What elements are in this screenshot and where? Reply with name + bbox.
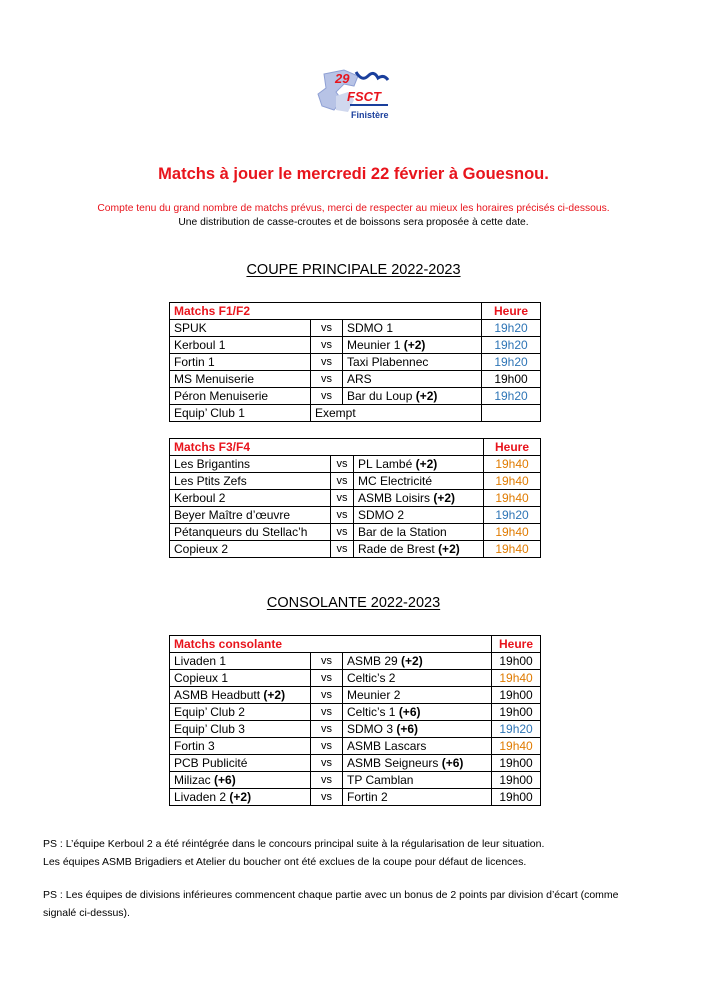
bonus-badge: (+6) bbox=[441, 756, 464, 770]
team-name: Copieux 1 bbox=[174, 671, 229, 685]
team-name: MS Menuiserie bbox=[174, 372, 255, 386]
team-away-cell bbox=[343, 755, 492, 772]
team-home-cell bbox=[170, 320, 311, 337]
table-row bbox=[170, 507, 541, 524]
team-name: Equip’ Club 1 bbox=[174, 406, 245, 420]
ps-note-1-line2: Les équipes ASMB Brigadiers et Atelier du boucher ont été exclues de la coupe pour défaut de licences. bbox=[43, 856, 527, 868]
match-time: 19h20 bbox=[482, 388, 541, 405]
team-name: ARS bbox=[347, 372, 372, 386]
vs-label: vs bbox=[311, 337, 343, 354]
team-name: Equip’ Club 3 bbox=[174, 722, 245, 736]
table-header-row bbox=[170, 439, 541, 456]
ps-note-1 bbox=[43, 835, 544, 871]
team-away-cell bbox=[354, 524, 484, 541]
team-home-cell bbox=[170, 670, 311, 687]
team-name: SDMO 1 bbox=[347, 321, 394, 335]
team-name: Kerboul 1 bbox=[174, 338, 226, 352]
team-away-cell bbox=[343, 670, 492, 687]
table-f1-f2 bbox=[169, 302, 541, 422]
team-home-cell bbox=[170, 721, 311, 738]
team-name: Fortin 1 bbox=[174, 355, 215, 369]
team-away-cell bbox=[343, 371, 482, 388]
table-row bbox=[170, 405, 541, 422]
table-row bbox=[170, 524, 541, 541]
team-away-cell bbox=[343, 320, 482, 337]
team-home-cell bbox=[170, 507, 331, 524]
team-home-cell bbox=[170, 371, 311, 388]
team-name: Beyer Maître d’œuvre bbox=[174, 508, 291, 522]
team-home-cell bbox=[170, 772, 311, 789]
match-time: 19h00 bbox=[492, 789, 541, 806]
vs-label: vs bbox=[311, 320, 343, 337]
table-row bbox=[170, 371, 541, 388]
match-time: 19h40 bbox=[484, 524, 541, 541]
team-name: Fortin 2 bbox=[347, 790, 388, 804]
table-row bbox=[170, 541, 541, 558]
vs-label: vs bbox=[311, 772, 343, 789]
svg-text:Finistère: Finistère bbox=[351, 110, 389, 120]
match-time: 19h40 bbox=[484, 490, 541, 507]
bonus-badge: (+2) bbox=[263, 688, 286, 702]
table-header-label: Matchs consolante bbox=[170, 636, 492, 653]
table-row bbox=[170, 653, 541, 670]
bonus-badge: (+2) bbox=[403, 338, 426, 352]
team-home-cell bbox=[170, 388, 311, 405]
ps-note-2 bbox=[43, 886, 619, 922]
table-row bbox=[170, 721, 541, 738]
table-row bbox=[170, 490, 541, 507]
table-header-row bbox=[170, 303, 541, 320]
team-name: Les Ptits Zefs bbox=[174, 474, 247, 488]
team-away-cell bbox=[343, 704, 492, 721]
match-time: 19h00 bbox=[492, 653, 541, 670]
team-away-cell bbox=[343, 687, 492, 704]
table-header-label: Matchs F3/F4 bbox=[170, 439, 484, 456]
team-name: MC Electricité bbox=[358, 474, 433, 488]
table-row bbox=[170, 738, 541, 755]
team-away-cell bbox=[343, 789, 492, 806]
team-name: Péron Menuiserie bbox=[174, 389, 269, 403]
vs-label: vs bbox=[311, 371, 343, 388]
team-away-cell bbox=[343, 772, 492, 789]
team-away-cell bbox=[354, 541, 484, 558]
team-name: TP Camblan bbox=[347, 773, 414, 787]
team-name: PCB Publicité bbox=[174, 756, 248, 770]
team-home-cell bbox=[170, 354, 311, 371]
team-name: SDMO 3 bbox=[347, 722, 394, 736]
team-name: Meunier 1 bbox=[347, 338, 401, 352]
section-title-principale: COUPE PRINCIPALE 2022-2023 bbox=[246, 262, 461, 278]
time-header: Heure bbox=[492, 636, 541, 653]
team-name: Les Brigantins bbox=[174, 457, 251, 471]
team-home-cell bbox=[170, 524, 331, 541]
team-name: Bar du Loup bbox=[347, 389, 413, 403]
match-time: 19h00 bbox=[492, 704, 541, 721]
match-time: 19h20 bbox=[482, 337, 541, 354]
bonus-badge: (+2) bbox=[415, 389, 438, 403]
match-time: 19h40 bbox=[484, 456, 541, 473]
team-name: ASMB Loisirs bbox=[358, 491, 431, 505]
exempt-cell: Exempt bbox=[311, 405, 482, 422]
table-row bbox=[170, 456, 541, 473]
bonus-badge: (+6) bbox=[396, 722, 419, 736]
team-name: PL Lambé bbox=[358, 457, 413, 471]
table-consolante bbox=[169, 635, 541, 806]
team-home-cell bbox=[170, 653, 311, 670]
team-away-cell bbox=[343, 721, 492, 738]
vs-label: vs bbox=[311, 755, 343, 772]
intro-warning: Compte tenu du grand nombre de matchs prévus, merci de respecter au mieux les horaires précisés ci-dessous. bbox=[97, 203, 610, 214]
ps-note-2-line1: PS : Les équipes de divisions inférieures commencent chaque partie avec un bonus de 2 points par division d’écart (comme bbox=[43, 889, 619, 901]
vs-label: vs bbox=[311, 388, 343, 405]
intro-info: Une distribution de casse-croutes et de boissons sera proposée à cette date. bbox=[178, 217, 529, 228]
team-name: Celtic’s 1 bbox=[347, 705, 396, 719]
table-row bbox=[170, 320, 541, 337]
bonus-badge: (+2) bbox=[433, 491, 456, 505]
team-home-cell bbox=[170, 704, 311, 721]
vs-label: vs bbox=[311, 738, 343, 755]
time-header: Heure bbox=[482, 303, 541, 320]
bonus-badge: (+2) bbox=[229, 790, 252, 804]
team-name: Livaden 2 bbox=[174, 790, 227, 804]
team-name: Taxi Plabennec bbox=[347, 355, 429, 369]
match-time: 19h00 bbox=[492, 772, 541, 789]
page-title: Matchs à jouer le mercredi 22 février à Gouesnou. bbox=[158, 165, 549, 183]
match-time: 19h20 bbox=[492, 721, 541, 738]
team-name: SDMO 2 bbox=[358, 508, 405, 522]
team-name: ASMB Lascars bbox=[347, 739, 427, 753]
team-home-cell bbox=[170, 789, 311, 806]
team-name: ASMB Seigneurs bbox=[347, 756, 439, 770]
match-time: 19h00 bbox=[492, 755, 541, 772]
vs-label: vs bbox=[331, 490, 354, 507]
bonus-badge: (+2) bbox=[438, 542, 460, 556]
table-f3-f4 bbox=[169, 438, 541, 558]
team-name: ASMB 29 bbox=[347, 654, 398, 668]
table-row bbox=[170, 687, 541, 704]
team-name: Rade de Brest bbox=[358, 542, 435, 556]
team-home-cell bbox=[170, 405, 311, 422]
vs-label: vs bbox=[311, 721, 343, 738]
match-time: 19h40 bbox=[492, 738, 541, 755]
bonus-badge: (+2) bbox=[415, 457, 438, 471]
bonus-badge: (+2) bbox=[401, 654, 423, 668]
svg-text:FSCT: FSCT bbox=[347, 89, 381, 104]
match-time: 19h20 bbox=[482, 320, 541, 337]
team-away-cell bbox=[354, 456, 484, 473]
vs-label: vs bbox=[331, 473, 354, 490]
match-time: 19h20 bbox=[484, 507, 541, 524]
match-time: 19h00 bbox=[492, 687, 541, 704]
time-header: Heure bbox=[484, 439, 541, 456]
team-home-cell bbox=[170, 755, 311, 772]
team-away-cell bbox=[354, 490, 484, 507]
table-row bbox=[170, 670, 541, 687]
match-time: 19h40 bbox=[484, 473, 541, 490]
vs-label: vs bbox=[311, 670, 343, 687]
table-row bbox=[170, 354, 541, 371]
bonus-badge: (+6) bbox=[398, 705, 421, 719]
team-away-cell bbox=[343, 653, 492, 670]
bonus-badge: (+6) bbox=[214, 773, 236, 787]
vs-label: vs bbox=[311, 789, 343, 806]
svg-text:29: 29 bbox=[335, 71, 350, 86]
table-row bbox=[170, 772, 541, 789]
ps-note-1-line1: PS : L’équipe Kerboul 2 a été réintégrée dans le concours principal suite à la régularisation de leur situation. bbox=[43, 838, 545, 850]
team-name: Copieux 2 bbox=[174, 542, 229, 556]
ps-note-2-line2: signalé ci-dessus). bbox=[43, 907, 130, 919]
table-row bbox=[170, 337, 541, 354]
team-home-cell bbox=[170, 456, 331, 473]
team-home-cell bbox=[170, 337, 311, 354]
table-row bbox=[170, 388, 541, 405]
vs-label: vs bbox=[331, 507, 354, 524]
vs-label: vs bbox=[311, 653, 343, 670]
table-header-label: Matchs F1/F2 bbox=[170, 303, 482, 320]
team-away-cell bbox=[354, 507, 484, 524]
match-time: 19h40 bbox=[492, 670, 541, 687]
team-name: Bar de la Station bbox=[358, 525, 447, 539]
team-name: SPUK bbox=[174, 321, 207, 335]
vs-label: vs bbox=[311, 354, 343, 371]
team-away-cell bbox=[354, 473, 484, 490]
match-time: 19h00 bbox=[482, 371, 541, 388]
team-away-cell bbox=[343, 354, 482, 371]
vs-label: vs bbox=[331, 456, 354, 473]
table-row bbox=[170, 789, 541, 806]
team-name: Livaden 1 bbox=[174, 654, 227, 668]
team-name: Meunier 2 bbox=[347, 688, 401, 702]
team-home-cell bbox=[170, 490, 331, 507]
vs-label: vs bbox=[311, 704, 343, 721]
team-home-cell bbox=[170, 541, 331, 558]
fsct-logo bbox=[314, 66, 396, 124]
team-away-cell bbox=[343, 337, 482, 354]
vs-label: vs bbox=[331, 524, 354, 541]
team-name: Celtic’s 2 bbox=[347, 671, 396, 685]
vs-label: vs bbox=[311, 687, 343, 704]
team-name: Pétanqueurs du Stellac’h bbox=[174, 525, 308, 539]
table-row bbox=[170, 755, 541, 772]
vs-label: vs bbox=[331, 541, 354, 558]
team-home-cell bbox=[170, 473, 331, 490]
match-time: 19h20 bbox=[482, 354, 541, 371]
section-title-consolante: CONSOLANTE 2022-2023 bbox=[266, 595, 441, 611]
team-home-cell bbox=[170, 738, 311, 755]
match-time bbox=[482, 405, 541, 422]
team-name: Equip’ Club 2 bbox=[174, 705, 245, 719]
table-row bbox=[170, 473, 541, 490]
team-away-cell bbox=[343, 388, 482, 405]
table-row bbox=[170, 704, 541, 721]
match-time: 19h40 bbox=[484, 541, 541, 558]
team-name: ASMB Headbutt bbox=[174, 688, 261, 702]
table-header-row bbox=[170, 636, 541, 653]
team-name: Fortin 3 bbox=[174, 739, 215, 753]
team-away-cell bbox=[343, 738, 492, 755]
team-name: Kerboul 2 bbox=[174, 491, 226, 505]
team-name: Milizac bbox=[174, 773, 211, 787]
team-home-cell bbox=[170, 687, 311, 704]
